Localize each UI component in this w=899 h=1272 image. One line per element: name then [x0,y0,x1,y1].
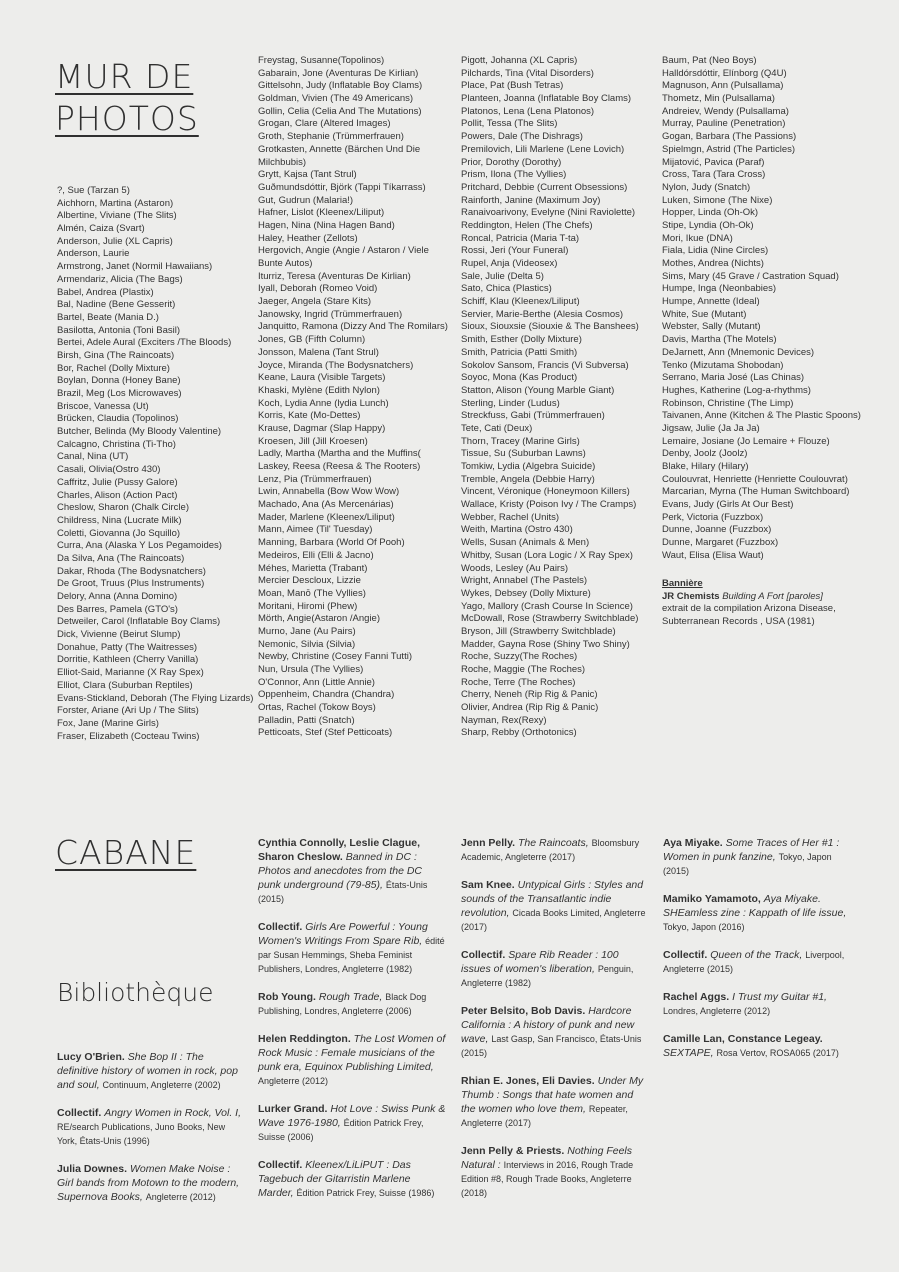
name-entry: Jigsaw, Julie (Ja Ja Ja) [662,422,760,434]
name-entry: Caffritz, Julie (Pussy Galore) [57,476,178,488]
name-entry: Moritani, Hiromi (Phew) [258,600,358,612]
name-entry: Petticoats, Stef (Stef Petticoats) [258,727,393,739]
names-column-1 [57,185,253,743]
bib-title: Hardcore California : A history of punk and new wave, [461,1005,635,1045]
name-entry: Tissue, Su (Suburban Lawns) [461,448,586,460]
name-entry: Moan, Manō (The Vyllies) [258,587,366,599]
banner-heading: Bannière [662,578,703,589]
name-entry: Laskey, Reesa (Reesa & The Rooters) [258,461,421,472]
name-entry: Evans-Stickland, Deborah (The Flying Lizards) [57,692,254,704]
name-entry: Roche, Maggie (The Roches) [461,664,586,675]
name-entry: Kroesen, Jill (Jill Kroesen) [258,435,368,447]
bib-publisher: Last Gasp, San Francisco, États-Unis (2015) [461,1034,642,1058]
bib-publisher: Continuum, Angleterre (2002) [102,1080,221,1090]
name-entry: Gollin, Celia (Celia And The Mutations) [258,105,422,117]
name-entry: Bryson, Jill (Strawberry Switchblade) [461,625,616,637]
name-entry: Aichhorn, Martina (Astaron) [57,197,174,209]
name-entry: Marcarian, Myrna (The Human Switchboard) [662,486,850,498]
name-entry: Halldórsdóttir, Elínborg (Q4U) [662,67,787,79]
name-entry: Davis, Martha (The Motels) [662,334,777,346]
bib-publisher: Rosa Vertov, ROSA065 (2017) [716,1048,839,1058]
name-entry: Thometz, Min (Pulsallama) [662,93,775,105]
name-entry: Coletti, Giovanna (Jo Squillo) [57,527,181,539]
name-entry: Perk, Victoria (Fuzzbox) [662,511,764,523]
name-entry: Mann, Aimee (Til' Tuesday) [258,524,373,536]
name-entry: Tete, Cati (Deux) [461,422,533,434]
name-entry: Armendariz, Alicia (The Bags) [57,273,183,285]
bib-author: Collectif. [57,1107,102,1119]
name-entry: Janowsky, Ingrid (Trümmerfrauen) [258,308,403,320]
name-entry: Waut, Elisa (Elisa Waut) [662,549,764,561]
name-entry: De Groot, Truus (Plus Instruments) [57,578,205,590]
name-entry: Bartel, Beate (Mania D.) [57,311,159,323]
bib-entry [461,878,647,934]
name-entry: Armstrong, Janet (Normil Hawaiians) [57,261,213,273]
bib-title: Hot Love : Swiss Punk & Wave 1976-1980, [258,1103,446,1129]
name-entry: Tomkiw, Lydia (Algebra Suicide) [461,461,596,472]
bib-title: Some Traces of Her #1 : Women in punk fanzine, [663,837,840,863]
name-entry: Mercier Descloux, Lizzie [258,575,361,587]
bib-publisher: États-Unis (2015) [258,880,428,904]
name-entry: Goldman, Vivien (The 49 Americans) [258,93,414,105]
name-entry: Madder, Gayna Rose (Shiny Two Shiny) [461,638,630,650]
bib-entry [663,1032,853,1060]
name-entry: Fiala, Lidia (Nine Circles) [662,245,769,257]
bib-entry [258,1158,446,1200]
name-entry: Tremble, Angela (Debbie Harry) [461,473,595,485]
name-entry: Rossi, Jeri (Your Funeral) [461,245,569,257]
section-title-cabane: CABANE [55,833,197,872]
banner-note: [paroles] [786,590,823,602]
bib-publisher: Tokyo, Japon (2016) [663,922,745,932]
name-entry: Medeiros, Elli (Elli & Jacno) [258,549,374,561]
bib-title: Girls Are Powerful : Young Women's Writings From Spare Rib, [258,921,428,947]
name-entry: Prism, Ilona (The Vyllies) [461,169,567,181]
name-entry: Groth, Stephanie (Trümmerfrauen) [258,131,404,143]
name-entry: Janquitto, Ramona (Dizzy And The Romilars) [258,321,448,333]
name-entry: Gut, Gudrun (Malaria!) [258,194,354,206]
name-entry: O'Connor, Ann (Little Annie) [258,676,375,688]
name-entry: Almén, Caiza (Svart) [57,223,145,235]
name-entry: Curra, Ana (Alaska Y Los Pegamoides) [57,540,222,552]
name-entry: Keane, Laura (Visible Targets) [258,372,386,384]
name-entry: Dunne, Margaret (Fuzzbox) [662,537,779,549]
bib-author: Collectif. [461,949,506,961]
name-entry: Charles, Alison (Action Pact) [57,489,178,501]
name-entry: Pilchards, Tina (Vital Disorders) [461,67,594,79]
bib-author: Lucy O'Brien. [57,1051,125,1063]
name-entry: Murray, Pauline (Penetration) [662,118,786,130]
name-entry: Jones, GB (Fifth Column) [258,334,366,346]
name-entry: Gittelsohn, Judy (Inflatable Boy Clams) [258,80,423,92]
name-entry: Servier, Marie-Berthe (Alesia Cosmos) [461,308,624,320]
name-entry: Lwin, Annabella (Bow Wow Wow) [258,486,400,498]
name-entry: Korris, Kate (Mo-Dettes) [258,410,361,422]
name-entry: Nayman, Rex(Rexy) [461,714,547,726]
bib-title: SEXTAPE, [663,1047,714,1059]
name-entry: Casali, Olivia(Ostro 430) [57,464,161,476]
name-entry: Basilotta, Antonia (Toni Basil) [57,324,181,336]
name-entry: Blake, Hilary (Hilary) [662,461,749,472]
bib-publisher: Liverpool, Angleterre (2015) [663,950,845,974]
bib-title: Kleenex/LiLiPUT : Das Tagebuch der Gitarristin Marlene Marder, [258,1159,411,1199]
name-entry: Luken, Simone (The Nixe) [662,194,773,206]
name-entry: Mothes, Andrea (Nichts) [662,258,764,269]
bib-title: She Bop II : The definitive history of women in rock, pop and soul, [57,1051,238,1091]
name-entry: Cheslow, Sharon (Chalk Circle) [57,502,189,514]
bib-entry [461,1004,647,1060]
bib-entry [258,920,446,976]
bib-publisher: Penguin, Angleterre (1982) [461,964,634,988]
name-entry: Delory, Anna (Anna Domino) [57,591,178,602]
name-entry: Powers, Dale (The Dishrags) [461,131,583,143]
name-entry: Elliot-Said, Marianne (X Ray Spex) [57,667,204,679]
name-entry: Hopper, Linda (Oh-Ok) [662,207,759,219]
bib-publisher: Édition Patrick Frey, Suisse (1986) [296,1188,435,1198]
bib-entry [57,1050,242,1092]
name-entry: Coulouvrat, Henriette (Henriette Coulouvrat) [662,473,848,485]
name-entry: Anderson, Laurie [57,248,130,260]
name-entry: Boylan, Donna (Honey Bane) [57,375,181,387]
name-entry: White, Sue (Mutant) [662,308,747,320]
bib-publisher: Angleterre (2012) [145,1192,216,1202]
bib-title: Angry Women in Rock, Vol. I, [104,1107,242,1119]
name-entry: Whitby, Susan (Lora Logic / X Ray Spex) [461,549,633,561]
name-entry: Sharp, Rebby (Orthotonics) [461,727,577,739]
name-entry: Statton, Alison (Young Marble Giant) [461,384,615,396]
name-entry: Taivanen, Anne (Kitchen & The Plastic Spoons) [662,410,861,422]
name-entry: Woods, Lesley (Au Pairs) [461,562,569,574]
names-column-3 [461,55,639,740]
name-entry: Mijatović, Pavica (Paraf) [662,156,765,168]
name-entry: Hagen, Nina (Nina Hagen Band) [258,219,395,231]
name-entry: Sato, Chica (Plastics) [461,283,552,295]
name-entry: Newby, Christine (Cosey Fanni Tutti) [258,651,412,663]
bib-entry [461,836,647,864]
bib-entry [461,948,647,990]
name-entry: Serrano, Maria José (Las Chinas) [662,372,805,384]
name-entry: Nylon, Judy (Snatch) [662,181,751,193]
name-entry: Forster, Ariane (Ari Up / The Slits) [57,705,199,717]
name-entry: Albertine, Viviane (The Slits) [57,210,177,222]
banner-credit [662,578,862,629]
name-entry: Mori, Ikue (DNA) [662,232,733,244]
bib-title: Nothing Feels Natural : [461,1145,633,1171]
name-entry: Milchbubis) [258,156,307,168]
bib-author: Jenn Pelly & Priests. [461,1145,565,1157]
name-entry: Sale, Julie (Delta 5) [461,270,544,282]
name-entry: Yago, Mallory (Crash Course In Science) [461,600,633,612]
name-entry: Oppenheim, Chandra (Chandra) [258,689,395,701]
name-entry: Nemonic, Silvia (Silvia) [258,638,356,650]
names-column-4 [662,55,861,563]
bib-author: Sam Knee. [461,879,515,891]
name-entry: Lemaire, Josiane (Jo Lemaire + Flouze) [662,435,830,447]
name-entry: Hafner, Lislot (Kleenex/Liliput) [258,207,385,219]
bib-title: The Lost Women of Rock Music : Female musicians of the punk era, Equinox Publishing Limited, [258,1033,446,1073]
bib-entry [461,1074,647,1130]
bib-author: Collectif. [258,921,303,933]
name-entry: Anderson, Julie (XL Capris) [57,235,173,247]
bib-title: Women Make Noise : Girl bands from Motown to the modern, Supernova Books, [57,1163,240,1203]
name-entry: Wells, Susan (Animals & Men) [461,537,590,549]
banner-artist: JR Chemists [662,590,720,602]
bib-column-1 [57,1050,242,1218]
name-entry: Humpe, Inga (Neonbabies) [662,283,777,295]
name-entry: Sims, Mary (45 Grave / Castration Squad) [662,270,839,282]
bib-entry [258,836,446,906]
name-entry: Grytt, Kajsa (Tant Strul) [258,169,357,181]
bib-title: Banned in DC : Photos and anecdotes from the DC punk underground (79-85), [258,851,423,891]
bib-column-3 [461,836,647,1214]
section-title-mur [55,56,199,140]
name-entry: Calcagno, Christina (Ti-Tho) [57,438,176,450]
name-entry: Vincent, Véronique (Honeymoon Killers) [461,486,630,498]
name-entry: Planteen, Joanna (Inflatable Boy Clams) [461,93,632,105]
name-entry: Sokolov Sansom, Francis (Vi Subversa) [461,359,629,371]
name-entry: Cross, Tara (Tara Cross) [662,169,766,181]
name-entry: Tenko (Mizutama Shobodan) [662,359,784,371]
name-entry: Robinson, Christine (The Limp) [662,397,794,409]
bib-entry [258,990,446,1018]
name-entry: Freystag, Susanne(Topolinos) [258,55,385,66]
bib-entry [663,836,853,878]
names-column-2 [258,55,448,740]
bib-title: Aya Miyake. SHEamless zine : Kappath of life issue, [663,893,847,919]
name-entry: Smith, Patricia (Patti Smith) [461,346,578,358]
name-entry: Dunne, Joanne (Fuzzbox) [662,524,772,536]
bib-author: Rob Young. [258,991,316,1003]
name-entry: Donahue, Patty (The Waitresses) [57,641,198,653]
name-entry: Premilovich, Lili Marlene (Lene Lovich) [461,143,625,155]
name-entry: Magnuson, Ann (Pulsallama) [662,80,784,92]
name-entry: Thorn, Tracey (Marine Girls) [461,435,580,447]
bib-entry [57,1162,242,1204]
name-entry: Wallace, Kristy (Poison Ivy / The Cramps) [461,499,637,511]
name-entry: Ranaivoarivony, Evelyne (Nini Raviolette) [461,207,636,219]
bib-publisher: Black Dog Publishing, Londres, Angleterre (2006) [258,992,427,1016]
bib-author: Helen Reddington. [258,1033,351,1045]
name-entry: Canal, Nina (UT) [57,451,129,463]
name-entry: Place, Pat (Bush Tetras) [461,80,564,92]
bib-author: Julia Downes. [57,1163,128,1175]
name-entry: Murno, Jane (Au Pairs) [258,625,356,637]
bib-publisher: Interviews in 2016, Rough Trade Edition #8, Rough Trade Books, Angleterre (2018) [461,1160,634,1198]
name-entry: Bal, Nadine (Bene Gesserit) [57,299,176,311]
name-entry: Roncal, Patricia (Maria T-ta) [461,232,580,244]
bib-entry [258,1102,446,1144]
name-entry: Pollit, Tessa (The Slits) [461,118,558,130]
name-entry: Brazil, Meg (Los Microwaves) [57,388,182,399]
bib-title: Queen of the Track, [710,949,803,961]
bib-column-2 [258,836,446,1214]
name-entry: Iturriz, Teresa (Aventuras De Kirlian) [258,270,411,282]
name-entry: Stipe, Lyndia (Oh-Ok) [662,219,754,231]
name-entry: Dakar, Rhoda (The Bodysnatchers) [57,565,206,577]
name-entry: Reddington, Helen (The Chefs) [461,219,593,231]
name-entry: Bor, Rachel (Dolly Mixture) [57,362,170,374]
name-entry: Jonsson, Malena (Tant Strul) [258,346,379,358]
bib-author: Peter Belsito, Bob Davis. [461,1005,586,1017]
bib-author: Rhian E. Jones, Eli Davies. [461,1075,595,1087]
bib-publisher: Tokyo, Japon (2015) [663,852,832,876]
bib-author: Camille Lan, Constance Legeay. [663,1033,823,1045]
bib-title: I Trust my Guitar #1, [732,991,827,1003]
name-entry: Rupel, Anja (Videosex) [461,258,558,269]
name-entry: Cherry, Neneh (Rip Rig & Panic) [461,689,598,701]
banner-line-1: extrait de la compilation Arizona Disease, [662,603,836,615]
name-entry: Humpe, Annette (Ideal) [662,296,760,308]
bib-entry [663,892,853,934]
name-entry: Méhes, Marietta (Trabant) [258,562,368,574]
name-entry: Fox, Jane (Marine Girls) [57,717,159,729]
name-entry: Wykes, Debsey (Dolly Mixture) [461,587,591,599]
name-entry: Bunte Autos) [258,258,313,269]
bib-title: Under My Thumb : Songs that hate women and the women who love them, [461,1075,644,1115]
name-entry: Butcher, Belinda (My Bloody Valentine) [57,426,222,438]
bib-author: Aya Miyake. [663,837,723,849]
name-entry: Spielmgn, Astrid (The Particles) [662,143,796,155]
name-entry: Khaski, Mylène (Edith Nylon) [258,384,380,396]
name-entry: Roche, Suzzy(The Roches) [461,651,578,663]
banner-title: Building A Fort [722,590,784,602]
bib-title: The Raincoats, [518,837,589,849]
name-entry: Ortas, Rachel (Tokow Boys) [258,702,376,714]
name-entry: Sioux, Siouxsie (Siouxie & The Banshees) [461,321,639,333]
name-entry: Hergovich, Angie (Angie / Astaron / Viele [258,245,429,257]
name-entry: Prior, Dorothy (Dorothy) [461,156,562,168]
name-entry: Palladin, Patti (Snatch) [258,714,355,726]
bib-entry [663,990,853,1018]
name-entry: Mörth, Angie(Astaron /Angie) [258,613,380,625]
bib-author: Cynthia Connolly, Leslie Clague, Sharon Cheslow. [258,837,420,863]
bib-author: Lurker Grand. [258,1103,328,1115]
banner-line-2: Subterranean Records , USA (1981) [662,616,815,628]
bib-author: Collectif. [663,949,708,961]
name-entry: Bertei, Adele Aural (Exciters /The Bloods) [57,337,232,349]
name-entry: Weith, Martina (Ostro 430) [461,524,573,536]
name-entry: Birsh, Gina (The Raincoats) [57,349,175,361]
bib-title: Spare Rib Reader : 100 issues of women's liberation, [461,949,619,975]
name-entry: Haley, Heather (Zellots) [258,232,358,244]
name-entry: Rainforth, Janine (Maximum Joy) [461,194,601,206]
name-entry: ?, Sue (Tarzan 5) [57,185,130,196]
bib-publisher: édité par Susan Hemmings, Sheba Feminist Publishers, Londres, Angleterre (1982) [258,936,445,974]
name-entry: Guðmundsdóttir, Björk (Tappi Tíkarrass) [258,181,426,193]
name-entry: Krause, Dagmar (Slap Happy) [258,422,386,434]
name-entry: Webber, Rachel (Units) [461,511,560,523]
name-entry: Olivier, Andrea (Rip Rig & Panic) [461,702,599,714]
name-entry: Des Barres, Pamela (GTO's) [57,603,178,615]
name-entry: Andreiev, Wendy (Pulsallama) [662,105,789,117]
bib-title: Untypical Girls : Styles and sounds of the Transatlantic indie revolution, [461,879,644,919]
bib-publisher: Londres, Angleterre (2012) [663,1006,771,1016]
name-entry: Wright, Annabel (The Pastels) [461,575,588,587]
name-entry: Iyall, Deborah (Romeo Void) [258,283,378,295]
name-entry: Childress, Nina (Lucrate Milk) [57,514,182,526]
name-entry: Gogan, Barbara (The Passions) [662,131,797,143]
name-entry: Denby, Joolz (Joolz) [662,448,748,460]
bib-publisher: Repeater, Angleterre (2017) [461,1104,628,1128]
name-entry: Nun, Ursula (The Vyllies) [258,664,364,675]
name-entry: Fraser, Elizabeth (Cocteau Twins) [57,730,200,742]
bib-title: Rough Trade, [318,991,383,1003]
name-entry: Grotkasten, Annette (Bärchen Und Die [258,143,421,155]
name-entry: Joyce, Miranda (The Bodysnatchers) [258,359,414,371]
bib-author: Mamiko Yamamoto, [663,893,761,905]
name-entry: Detweiler, Carol (Inflatable Boy Clams) [57,616,221,628]
name-entry: Machado, Ana (As Mercenárias) [258,499,394,511]
name-entry: Gabarain, Jone (Aventuras De Kirlian) [258,67,419,79]
name-entry: Pigott, Johanna (XL Capris) [461,55,578,66]
name-entry: Webster, Sally (Mutant) [662,321,761,333]
name-entry: Da Silva, Ana (The Raincoats) [57,552,185,564]
bib-publisher: Bloomsbury Academic, Angleterre (2017) [461,838,640,862]
bib-author: Collectif. [258,1159,303,1171]
name-entry: McDowall, Rose (Strawberry Switchblade) [461,613,639,625]
name-entry: Briscoe, Vanessa (Ut) [57,400,149,412]
name-entry: Roche, Terre (The Roches) [461,676,576,688]
bib-publisher: RE/search Publications, Juno Books, New York, États-Unis (1996) [57,1122,226,1146]
name-entry: Koch, Lydia Anne (lydia Lunch) [258,397,389,409]
bib-entry [57,1106,242,1148]
name-entry: DeJarnett, Ann (Mnemonic Devices) [662,346,815,358]
name-entry: Pritchard, Debbie (Current Obsessions) [461,181,628,193]
name-entry: Jaeger, Angela (Stare Kits) [258,296,372,308]
bib-entry [258,1032,446,1088]
name-entry: Mader, Marlene (Kleenex/Liliput) [258,511,395,523]
name-entry: Lenz, Pia (Trümmerfrauen) [258,473,372,485]
name-entry: Manning, Barbara (World Of Pooh) [258,537,405,549]
name-entry: Platonos, Lena (Lena Platonos) [461,105,595,117]
library-heading: Bibliothèque [57,978,214,1007]
name-entry: Hughes, Katherine (Log-a-rhythms) [662,384,811,396]
name-entry: Brücken, Claudia (Topolinos) [57,413,179,425]
name-entry: Elliot, Clara (Suburban Reptiles) [57,679,193,691]
name-entry: Evans, Judy (Girls At Our Best) [662,499,794,511]
name-entry: Streckfuss, Gabi (Trümmerfrauen) [461,410,605,422]
name-entry: Schiff, Klau (Kleenex/Liliput) [461,296,580,308]
name-entry: Soyoc, Mona (Kas Product) [461,372,578,384]
title-line-2: PHOTOS [55,99,199,138]
name-entry: Babel, Andrea (Plastix) [57,286,154,298]
name-entry: Grogan, Clare (Altered Images) [258,118,391,130]
bib-entry [663,948,853,976]
bib-column-4 [663,836,853,1074]
name-entry: Dick, Vivienne (Beirut Slump) [57,629,181,641]
name-entry: Dorritie, Kathleen (Cherry Vanilla) [57,654,199,666]
bib-publisher: Cicada Books Limited, Angleterre (2017) [461,908,646,932]
bib-publisher: Angleterre (2012) [258,1076,329,1086]
name-entry: Smith, Esther (Dolly Mixture) [461,334,582,346]
name-entry: Baum, Pat (Neo Boys) [662,55,757,66]
title-line-1: MUR DE [55,57,194,96]
name-entry: Sterling, Linder (Ludus) [461,397,560,409]
bib-author: Jenn Pelly. [461,837,516,849]
banner-track [662,591,862,604]
bib-publisher: Édition Patrick Frey, Suisse (2006) [258,1118,424,1142]
bib-author: Rachel Aggs. [663,991,730,1003]
bib-entry [461,1144,647,1200]
name-entry: Ladly, Martha (Martha and the Muffins( [258,448,421,460]
